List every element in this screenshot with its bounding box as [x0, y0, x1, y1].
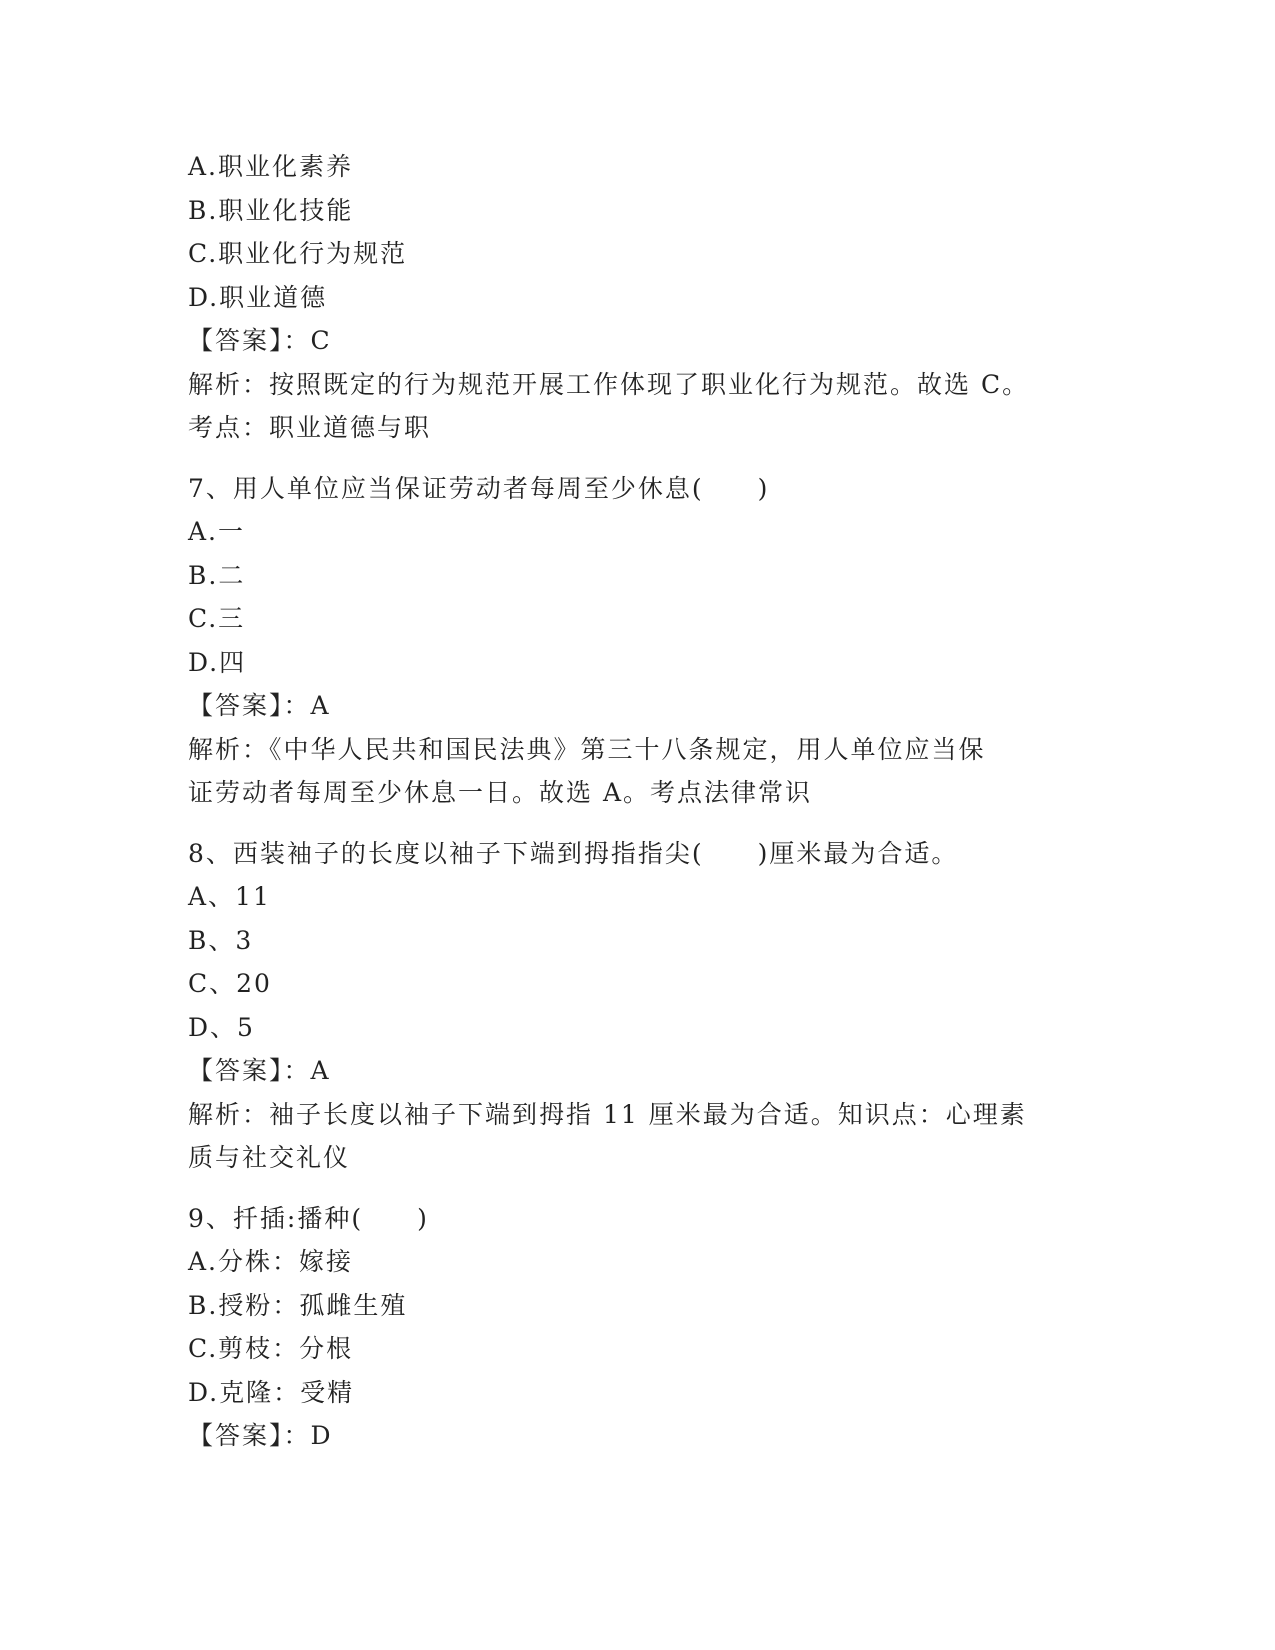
- option-b: B.授粉：孤雌生殖: [188, 1290, 408, 1320]
- answer-line: 【答案】：A: [188, 691, 331, 720]
- option-d: D.克隆：受精: [188, 1377, 355, 1407]
- option-c: C、20: [188, 969, 272, 998]
- explanation-line: 解析：按照既定的行为规范开展工作体现了职业化行为规范。故选 C。: [188, 369, 1030, 399]
- answer-line: 【答案】：D: [188, 1421, 333, 1450]
- option-a: A.分株：嫁接: [188, 1247, 354, 1276]
- question-block-7: [188, 467, 1088, 815]
- option-d: D.四: [188, 647, 247, 677]
- explanation-line: 解析：《中华人民共和国民法典》第三十八条规定，用人单位应当保: [188, 734, 986, 764]
- option-d: D.职业道德: [188, 282, 328, 312]
- question-block-8: [188, 832, 1088, 1180]
- option-b: B、3: [188, 925, 254, 955]
- explanation-line: 解析：袖子长度以袖子下端到拇指 11 厘米最为合适。知识点：心理素: [188, 1099, 1027, 1129]
- question-block-6: [188, 145, 1088, 450]
- option-d: D、5: [188, 1012, 255, 1042]
- option-c: C.剪枝：分根: [188, 1334, 354, 1363]
- option-a: A.职业化素养: [188, 152, 354, 181]
- explanation-line: 证劳动者每周至少休息一日。故选 A。考点法律常识: [188, 778, 813, 807]
- question-block-9: [188, 1197, 1088, 1458]
- option-a: A.一: [188, 517, 246, 546]
- option-a: A、11: [188, 882, 271, 911]
- question-title: 7、用人单位应当保证劳动者每周至少休息( ): [188, 473, 770, 503]
- question-title: 9、扦插:播种( ): [188, 1203, 429, 1233]
- explanation-line: 质与社交礼仪: [188, 1143, 351, 1172]
- question-title: 8、西装袖子的长度以袖子下端到拇指指尖( )厘米最为合适。: [188, 838, 959, 868]
- option-c: C.职业化行为规范: [188, 239, 408, 268]
- answer-line: 【答案】：C: [188, 326, 332, 355]
- explanation-line: 考点：职业道德与职: [188, 413, 432, 442]
- option-b: B.职业化技能: [188, 195, 354, 225]
- option-c: C.三: [188, 604, 246, 633]
- option-b: B.二: [188, 560, 246, 590]
- page-content: [188, 145, 1088, 1458]
- answer-line: 【答案】：A: [188, 1056, 331, 1085]
